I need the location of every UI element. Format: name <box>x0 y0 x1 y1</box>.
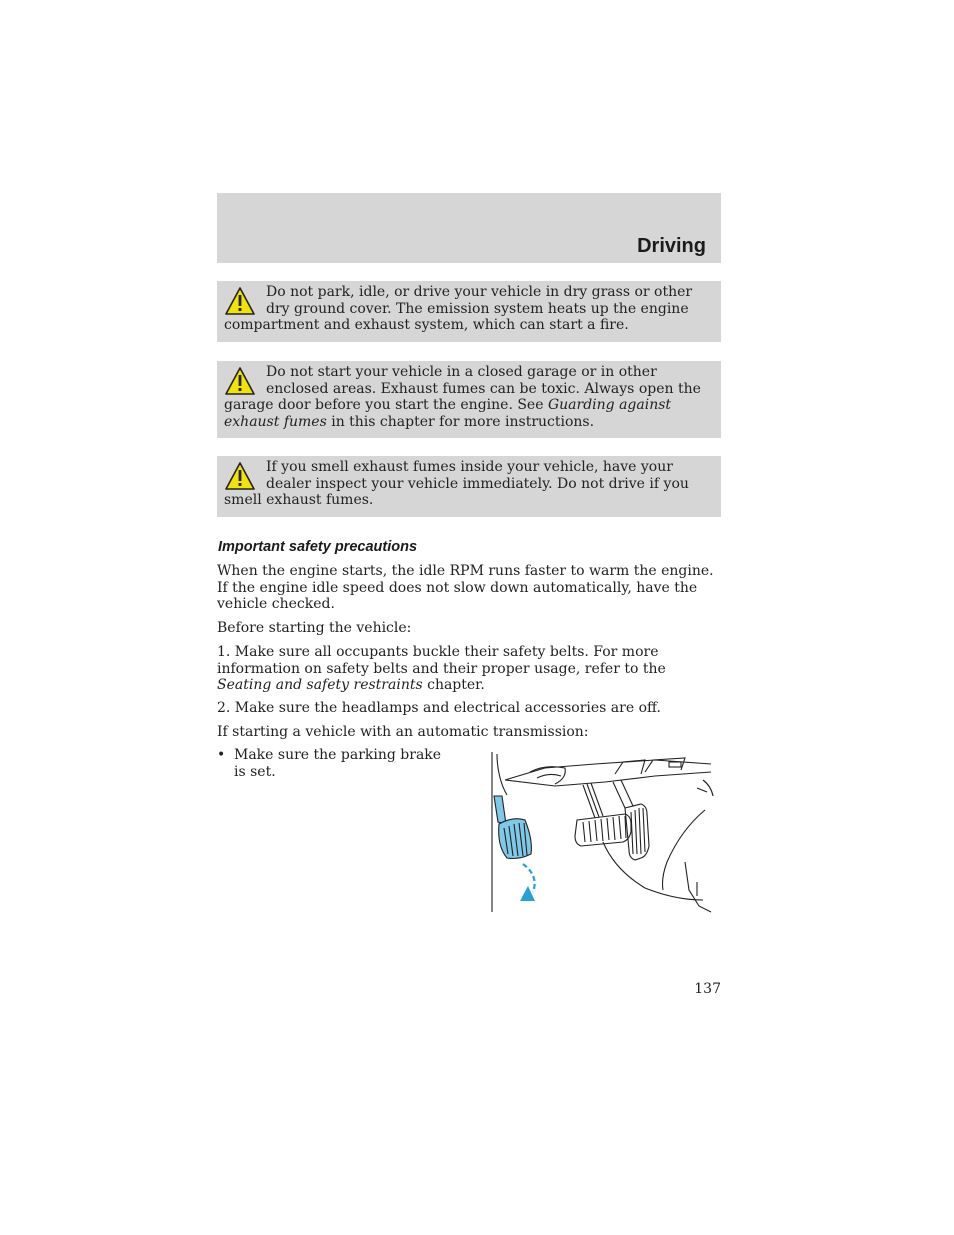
warning-box-closed-garage <box>217 361 721 438</box>
warning-text: Do not park, idle, or drive your vehicle in dry grass or other dry ground cover. The emission system heats up the engine compartment and exhaust system, which can start a fire. <box>224 284 693 334</box>
warning-box-dry-grass <box>217 281 721 342</box>
step-1-cross-reference: Seating and safety restraints <box>217 677 423 694</box>
bullet-text: Make sure the parking brake is set. <box>234 747 442 780</box>
step-1 <box>217 644 721 694</box>
warning-cross-reference: Guarding against exhaust fumes <box>224 397 672 430</box>
bullet-symbol: • <box>217 747 226 763</box>
page-title: Driving <box>637 235 706 257</box>
paragraph-idle-rpm: When the engine starts, the idle RPM runs faster to warm the engine. If the engine idle speed does not slow down automatically, have the vehicle checked. <box>217 563 714 613</box>
section-subheading: Important safety precautions <box>218 539 418 555</box>
step-2: 2. Make sure the headlamps and electrical accessories are off. <box>217 700 661 716</box>
step-1-text-end: chapter. <box>422 677 485 694</box>
parking-brake-pedal-illustration <box>485 750 721 915</box>
page-number: 137 <box>694 981 721 997</box>
paragraph-automatic-transmission: If starting a vehicle with an automatic transmission: <box>217 724 589 740</box>
warning-triangle-icon <box>224 461 256 491</box>
warning-triangle-icon <box>224 366 256 396</box>
warning-triangle-icon <box>224 286 256 316</box>
paragraph-before-starting: Before starting the vehicle: <box>217 620 412 636</box>
step-1-text: 1. Make sure all occupants buckle their safety belts. For more information on safety belts and their proper usage, refer to the <box>217 644 666 677</box>
warning-text: If you smell exhaust fumes inside your vehicle, have your dealer inspect your vehicle immediately. Do not drive if you smell exhaust fumes. <box>224 459 689 509</box>
warning-text-end: in this chapter for more instructions. <box>326 413 595 430</box>
warning-text: Do not start your vehicle in a closed garage or in other enclosed areas. Exhaust fumes can be toxic. Always open the garage door before you start the engine. See <box>224 364 701 414</box>
warning-box-exhaust-fumes <box>217 456 721 517</box>
section-header <box>217 193 721 263</box>
